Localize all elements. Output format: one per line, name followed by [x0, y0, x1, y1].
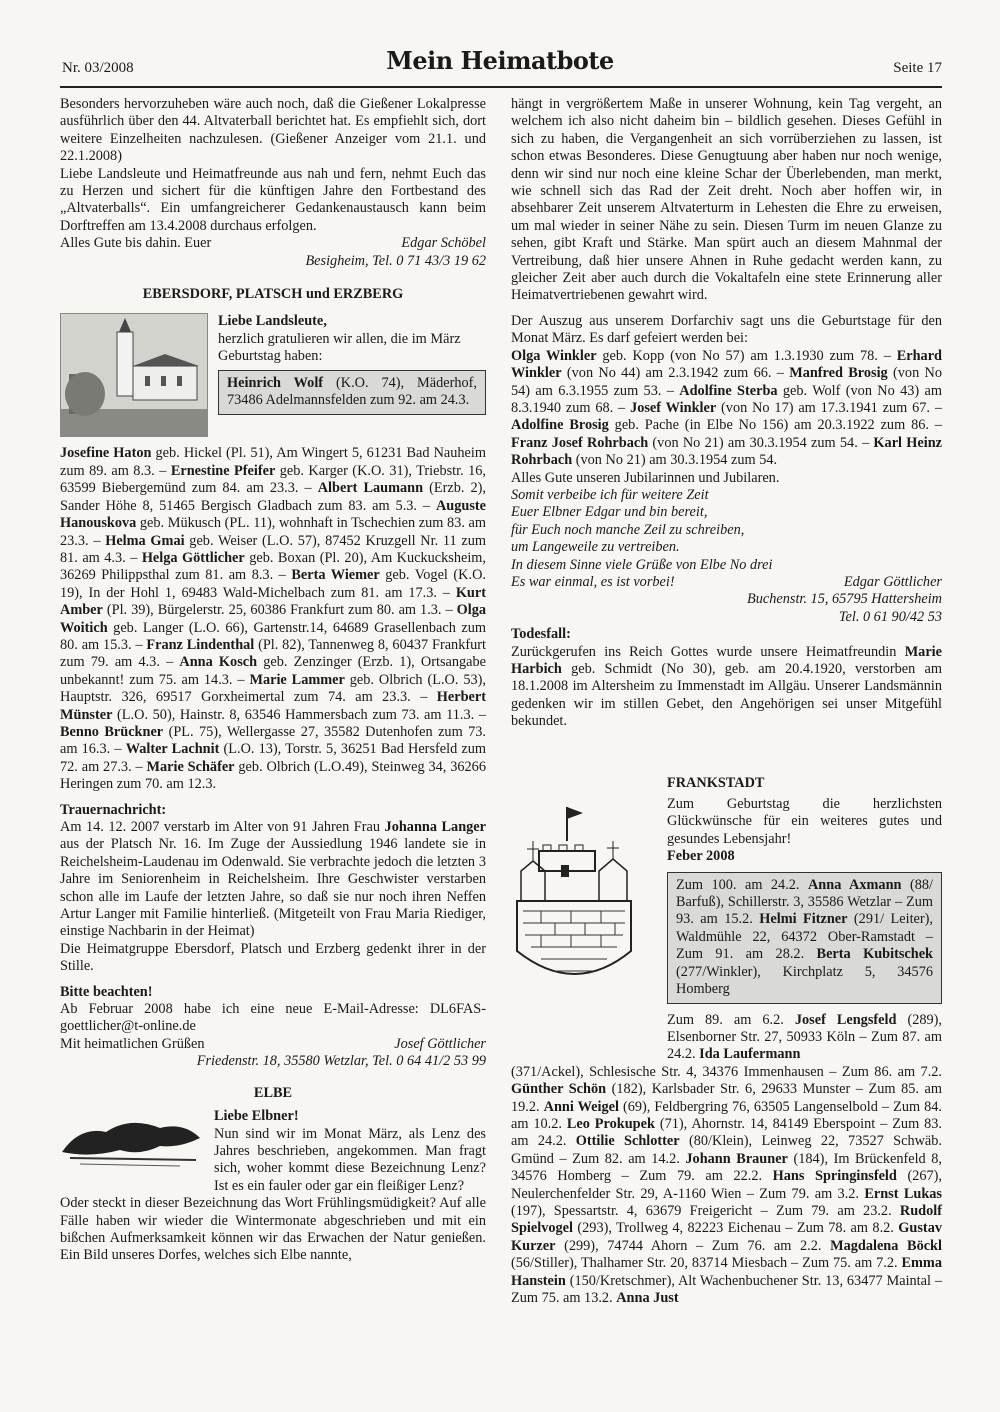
bday-text: (69), Feldbergring 76, 63505 Langenselbold – Zum 84. am 10.2.	[511, 1098, 943, 1132]
frankstadt-list-start	[667, 1012, 942, 1064]
issue-number: Nr. 03/2008	[62, 60, 134, 76]
elbe-text: Nun sind wir im Monat März, als Lenz des Jahres beschrieben, angekommen. Man fragt sich, woher kommt diese Bezeichnung Lenz? Ist es ein fauler oder gar ein fleißiger Lenz?	[214, 1125, 486, 1194]
bday-name: Albert Laumann	[317, 480, 424, 497]
bday-text: (L.O. 50), Hainstr. 8, 63546 Hammersbach zum 73. am 11.3. –	[112, 706, 486, 723]
bday-text: (PL. 75), Wellergasse 27, 35582 Dutenhofen zum 73. am 16.3. –	[60, 723, 486, 758]
section-title-elbe: ELBE	[253, 1084, 293, 1101]
bday-name: Helga Göttlicher	[141, 549, 245, 566]
bday-text: geb. Weiser (L.O. 57), 87452 Kruzgell Nr. 11 zum 81. am 4.3. –	[60, 532, 487, 566]
box-name: Berta Kubitschek	[816, 946, 933, 963]
poem-signer-phone: Tel. 0 61 90/42 53	[838, 608, 942, 625]
bday-name: Berta Wiemer	[291, 567, 380, 584]
bday-name: Josef Lengsfeld	[794, 1011, 897, 1028]
trauer-closing: Die Heimatgruppe Ebersdorf, Platsch und Erzberg gedenkt ihrer in der Stille.	[60, 940, 486, 975]
section-title-ebersdorf: EBERSDORF, PLATSCH und ERZBERG	[142, 286, 404, 303]
masthead-title: Mein Heimatbote	[386, 46, 614, 75]
right-column	[511, 96, 942, 1307]
highlight-box-birthday	[218, 370, 486, 415]
box-text: (K.O. 74), Mäderhof, 73486 Adelmannsfelden zum 92. am 24.3.	[227, 374, 478, 409]
bday-text: geb. Wolf (von No 43) am 8.3.1940 zum 68. –	[511, 382, 942, 416]
bday-text: (von No 44) am 2.3.1942 zum 66. –	[561, 365, 790, 382]
ebersdorf-greeting: Liebe Landsleute,	[218, 313, 327, 330]
section-title-frankstadt: FRANKSTADT	[667, 774, 765, 791]
bday-name: Adolfine Brosig	[511, 417, 609, 434]
signer-name: Edgar Schöbel	[401, 235, 486, 252]
todes-title: Todesfall:	[511, 626, 571, 643]
elbe-greeting: Liebe Elbner!	[214, 1108, 299, 1125]
bday-name: Ernst Lukas	[864, 1185, 942, 1202]
box-name: Anna Axmann	[807, 876, 902, 893]
poem-signer: Edgar Göttlicher	[843, 573, 942, 590]
bday-text: (Erzb. 2), Sander Höhe 8, 51465 Bergisch Gladbach zum 83. am 5.3. –	[60, 480, 486, 514]
bday-name: Hans Springinsfeld	[772, 1168, 897, 1185]
bday-entry	[511, 417, 942, 433]
frankstadt-month: Feber 2008	[667, 848, 735, 865]
box-name: Helmi Fitzner	[759, 911, 848, 928]
ebersdorf-greeting-block	[218, 313, 486, 437]
bday-name: Auguste Hanouskova	[60, 497, 486, 532]
poem	[511, 487, 942, 591]
bday-name: Franz Lindenthal	[146, 636, 255, 653]
box-text: (291/ Leiter), Waldmühle 22, 64372 Ober-Ramstadt – Zum 91. am 28.2.	[676, 911, 933, 963]
bday-name: Karl Heinz Rohrbach	[511, 434, 942, 469]
bday-text: geb. Olbrich (L.O. 53), Hauptstr. 326, 69517 Gorxheimertal zum 74. am 23.3. –	[60, 671, 486, 706]
bday-entry	[630, 400, 942, 416]
spacer	[511, 305, 942, 313]
frankstadt-section	[511, 775, 942, 1064]
bday-text: (von No 54) am 6.3.1955 zum 53. –	[511, 365, 942, 399]
landscape-illustration	[60, 1108, 206, 1172]
bday-text: (von No 17) am 17.3.1941 zum 67. –	[716, 399, 942, 416]
frankstadt-intro: Zum Geburtstag die herzlichsten Glückwünsche für ein weiteres gutes und gesundes Lebensjahr!	[667, 796, 942, 847]
intro-paragraph: Besonders hervorzuheben wäre auch noch, daß die Gießener Lokalpresse ausführlich über den 44. Altvaterball berichtet hat. Es empfiehlt sich, dort weitere Einzelheiten nachzulesen. (Gießener Anzeiger vom 21.1. und 22.1.2008)	[60, 96, 486, 165]
bday-text: geb. Pache (in Elbe No 156) am 20.3.1922 zum 86. –	[608, 417, 942, 434]
todes-name: Marie Harbich	[511, 643, 942, 677]
bday-name: Marie Lammer	[249, 671, 345, 688]
bday-name: Erhard Winkler	[511, 347, 942, 382]
bday-text: geb. Kopp (von No 57) am 1.3.1930 zum 78. –	[596, 347, 897, 364]
bday-text: (293), Trollweg 4, 82223 Eichenau – Zum 78. am 8.2.	[572, 1220, 899, 1237]
bday-name: Herbert Münster	[60, 689, 486, 723]
poem-line: Somit verbeibe ich für weitere Zeit	[511, 486, 709, 503]
todes-text-a: Zurückgerufen ins Reich Gottes wurde unsere Heimatfreundin	[511, 643, 905, 660]
bday-name: Leo Prokupek	[566, 1115, 655, 1132]
bday-name: Marie Schäfer	[146, 758, 235, 775]
bday-name: Kurt Amber	[60, 584, 486, 619]
bday-text: geb. Vogel (K.O. 19), In der Hohl 1, 69483 Wald-Michelbach zum 81. am 17.3. –	[60, 567, 486, 601]
page-number: Seite 17	[893, 60, 942, 76]
bitte-title: Bitte beachten!	[60, 983, 153, 1000]
elbe-greeting-block	[214, 1108, 486, 1195]
bday-name: Benno Brückner	[60, 723, 164, 740]
elbe-continued: Oder steckt in dieser Bezeichnung das Wort Frühlingsmüdigkeit? Auf alle Fälle haben wir wieder die Wintermonate abgeschrieben und mit ein bißchen Aufmerksamkeit können wir das Erwachen der Natur genießen. Ein Bild unseres Dorfes, welches sich Elbe nannte,	[60, 1195, 486, 1264]
bday-text: (Pl. 82), Tannenweg 8, 60437 Frankfurt zum 79. am 4.3. –	[60, 636, 486, 671]
bday-text: geb. Mükusch (PL. 11), wohnhaft in Tschechien zum 83. am 23.3. –	[60, 515, 486, 549]
bday-text: (von No 21) am 30.3.1954 zum 54.	[572, 452, 778, 469]
bitte-closing: Mit heimatlichen Grüßen	[60, 1035, 205, 1052]
bday-name: Helma Gmai	[105, 532, 185, 549]
bday-name: Ottilie Schlotter	[575, 1133, 680, 1150]
bday-text: (Pl. 39), Bürgelerstr. 25, 60386 Frankfurt zum 80. am 1.3. –	[102, 602, 457, 619]
birthday-list-ebersdorf	[60, 445, 486, 793]
bday-name: Adolfine Sterba	[679, 382, 778, 399]
landsleute-paragraph: Liebe Landsleute und Heimatfreunde aus nah und fern, nehmt Euch das zu Herzen und sichert für die künftigen Jahre den Fortbestand des „Altvaterballs“. Ein umfangreicherer Gedankenaustausch kann beim Dorftreffen am 13.4.2008 durchaus erfolgen.	[60, 165, 486, 234]
frankstadt-list	[511, 1064, 942, 1308]
left-column	[60, 96, 486, 1265]
church-illustration	[61, 314, 207, 436]
wishes: Alles Gute unseren Jubilarinnen und Jubilaren.	[511, 469, 780, 486]
bday-text: (267), Neulerchenfelder Str. 29, A-1160 Wien – Zum 79. am 3.2.	[511, 1168, 942, 1202]
bday-text: geb. Olbrich (L.O.49), Steinweg 34, 36266 Heringen zum 70. am 12.3.	[60, 758, 486, 793]
bday-text: geb. Hickel (Pl. 51), Am Wingert 5, 61231 Bad Nauheim zum 89. am 8.3. –	[60, 445, 486, 479]
ebersdorf-intro	[60, 313, 486, 437]
bday-name: Ernestine Pfeifer	[170, 462, 276, 479]
frankstadt-content	[667, 775, 942, 1064]
bday-entry	[511, 348, 897, 364]
bitte-text: Ab Februar 2008 habe ich eine neue E-Mail-Adresse: DL6FAS-goettlicher@t-online.de	[60, 1001, 486, 1035]
trauer-text-b: aus der Platsch Nr. 16. Im Zuge der Aussiedlung 1946 landete sie in Reichelsheim-Laudenau im Odenwald. Sie verbrachte jedoch die letzten 3 Jahre im Seniorenheim in Reichelsheim. Ihre Geschwister verstarben schon alle im Laufe der letzten Jahre, so daß sie nur noch ihren Neffen Artur Langer mit Familie hinterließ. (Mitgeteilt von Frau Maria Riediger, einstige Nachbarin in der Heimat)	[60, 836, 486, 940]
poem-line: Es war einmal, es ist vorbei!	[511, 573, 675, 590]
bday-text: (289), Elsenborner Str. 27, 50933 Köln – Zum 87. am 24.2.	[667, 1011, 942, 1063]
bday-text: geb. Karger (K.O. 31), Triebstr. 16, 63599 Biebergemünd zum 84. am 23.3. –	[60, 462, 487, 497]
frankstadt-crest	[511, 775, 659, 1064]
todes-paragraph	[511, 644, 942, 731]
header-rule	[60, 86, 942, 88]
bday-text: (56/Stiller), Thalhamer Str. 20, 83714 Miesbach – Zum 75. am 7.2.	[511, 1255, 902, 1272]
trauer-title: Trauernachricht:	[60, 801, 167, 818]
trauer-name: Johanna Langer	[384, 819, 486, 835]
bday-text: (150/Kretschmer), Alt Wachenbuchener Str. 13, 63477 Maintal – Zum 75. am 13.2.	[511, 1272, 942, 1306]
highlight-box-frankstadt	[667, 872, 942, 1004]
bday-name: Anna Just	[616, 1290, 679, 1306]
elbe-paragraph-cont: hängt in vergrößertem Maße in unserer Wohnung, kein Tag vergeht, an welchem ich also nicht daheim bin – bildlich gesehen. Dieses Gefühl in sich zu haben, die Vergangenheit an sich vorrüberziehen zu lassen, ist schon etwas Besonderes. Diese Genugtuung aber haben nur noch wenige, denn wir sind nur noch eine kleine Schar der Überlebenden, man merkt, wie schnell sich das Rad der Zeit dreht. Noch aber hoffen wir, in absehbarer Zeit unserem Altvaterturm in Lehesten die Ehre zu erweisen, um mal wieder in seiner Nähe zu sein. Diesen Turm im neuen Glanze zu sehen, gibt Kraft und Stärke. Man spürt auch an diesem Mahnmal der Vertreibung, daß hier unsere Ahnen in Ruhe gedacht werden kann, zu gleicher Zeit aber auch durch die Vokaltafeln eine stete Erinnerung aller Heimatvertriebenen gewahrt wird.	[511, 96, 942, 304]
box-text: (277/Winkler), Kirchplatz 5, 34576 Homberg	[676, 963, 933, 998]
trauer-text-a: Am 14. 12. 2007 verstarb im Alter von 91 Jahren Frau	[60, 819, 385, 835]
bday-name: Emma Hanstein	[511, 1255, 942, 1289]
poem-line: Euer Elbner Edgar und bin bereit,	[511, 504, 708, 521]
bday-text: (299), 74744 Ahorn – Zum 76. am 2.2.	[555, 1237, 831, 1254]
box-name: Heinrich Wolf	[227, 374, 324, 391]
bday-name: Franz Josef Rohrbach	[511, 434, 649, 451]
bitte-address: Friedenstr. 18, 35580 Wetzlar, Tel. 0 64 41/2 53 99	[196, 1053, 486, 1070]
trauer-paragraph	[60, 819, 486, 941]
bday-text: (197), Spessartstr. 4, 63679 Freigericht – Zum 79. am 23.2.	[511, 1202, 900, 1219]
bday-name: Johann Brauner	[685, 1150, 788, 1167]
poem-last-line	[511, 574, 942, 591]
ebersdorf-greeting-text: herzlich gratulieren wir allen, die im März Geburtstag haben:	[218, 330, 461, 365]
signature-line	[60, 235, 486, 252]
bday-name: Anni Weigel	[543, 1098, 619, 1115]
poem-line: In diesem Sinne viele Grüße von Elbe No drei	[511, 556, 773, 573]
castle-crest-illustration	[511, 801, 659, 1001]
bday-name: Ida Laufermann	[699, 1046, 801, 1063]
bday-text: geb. Zenzinger (Erzb. 1), Ortsangabe unbekannt! zum 75. am 14.3. –	[60, 654, 486, 688]
bday-text: (182), Karlsbader Str. 6, 29633 Munster – Zum 85. am 19.2.	[511, 1081, 942, 1115]
church-photo	[60, 313, 208, 437]
bday-name: Manfred Brosig	[789, 365, 888, 382]
bday-name: Rudolf Spielvogel	[511, 1202, 942, 1237]
bday-text: (71), Ahornstr. 14, 84149 Eberspoint – Zum 83. am 24.2.	[511, 1115, 942, 1150]
bday-name: Gustav Kurzer	[511, 1220, 942, 1254]
bday-text: (von No 21) am 30.3.1954 zum 54. –	[648, 434, 874, 451]
bday-name: Olga Woitich	[60, 602, 486, 636]
bday-text: Zum 89. am 6.2.	[667, 1011, 795, 1028]
bday-text: (371/Ackel), Schlesische Str. 4, 34376 Immenhausen – Zum 86. am 7.2.	[511, 1063, 942, 1080]
box-text: (88/ Barfuß), Schillerstr. 3, 35586 Wetzlar – Zum 93. am 15.2.	[676, 876, 933, 928]
todes-text-b: geb. Schmidt (No 30), geb. am 20.4.1920, verstorben am 18.1.2008 im Altersheim zu Immenstadt im Allgäu. Unserer Landsmännin gedenken wir im stillen Gebet, den Angehörigen sei unser Mitgefühl bekundet.	[511, 661, 942, 730]
bitte-signer: Josef Göttlicher	[394, 1035, 486, 1052]
bday-name: Magdalena Böckl	[830, 1237, 942, 1254]
archive-paragraph: Der Auszug aus unserem Dorfarchiv sagt uns die Geburtstage für den Monat März. Es darf gefeiert werden bei:	[511, 312, 942, 347]
bday-name: Walter Lachnit	[125, 741, 220, 758]
box-text: Zum 100. am 24.2.	[676, 876, 808, 893]
bday-name: Josefine Haton	[60, 445, 152, 462]
bday-text: (184), Im Brückenfeld 8, 34576 Homberg – Zum 79. am 22.2.	[511, 1150, 942, 1185]
birthday-list-elbe	[511, 348, 942, 470]
bday-name: Olga Winkler	[511, 347, 597, 364]
bday-text: (L.O. 13), Torstr. 5, 36251 Bad Hersfeld zum 72. am 27.3. –	[60, 741, 487, 775]
bitte-signature-line	[60, 1036, 486, 1053]
poem-signer-address: Buchenstr. 15, 65795 Hattersheim	[747, 591, 942, 608]
poem-line: für Euch noch manche Zeil zu schreiben,	[511, 521, 745, 538]
elbe-landscape-image	[60, 1108, 206, 1172]
elbe-intro	[60, 1108, 486, 1195]
closing-text: Alles Gute bis dahin. Euer	[60, 235, 212, 252]
bday-text: geb. Boxan (Pl. 20), Am Kuckucksheim, 36269 Philippsthal zum 81. am 8.3. –	[60, 549, 486, 584]
bday-entry	[511, 435, 873, 451]
bday-text: geb. Langer (L.O. 66), Gartenstr.14, 64689 Grasellenbach zum 80. am 15.3. –	[60, 619, 486, 653]
signer-address: Besigheim, Tel. 0 71 43/3 19 62	[305, 252, 486, 269]
bday-name: Anna Kosch	[179, 654, 258, 671]
bday-name: Günther Schön	[511, 1081, 607, 1098]
bday-name: Josef Winkler	[630, 399, 717, 416]
poem-line: um Langeweile zu vertreiben.	[511, 539, 680, 556]
bday-text: (80/Klein), Leinweg 22, 73527 Schwäb. Gmünd – Zum 82. am 14.2.	[511, 1133, 942, 1167]
